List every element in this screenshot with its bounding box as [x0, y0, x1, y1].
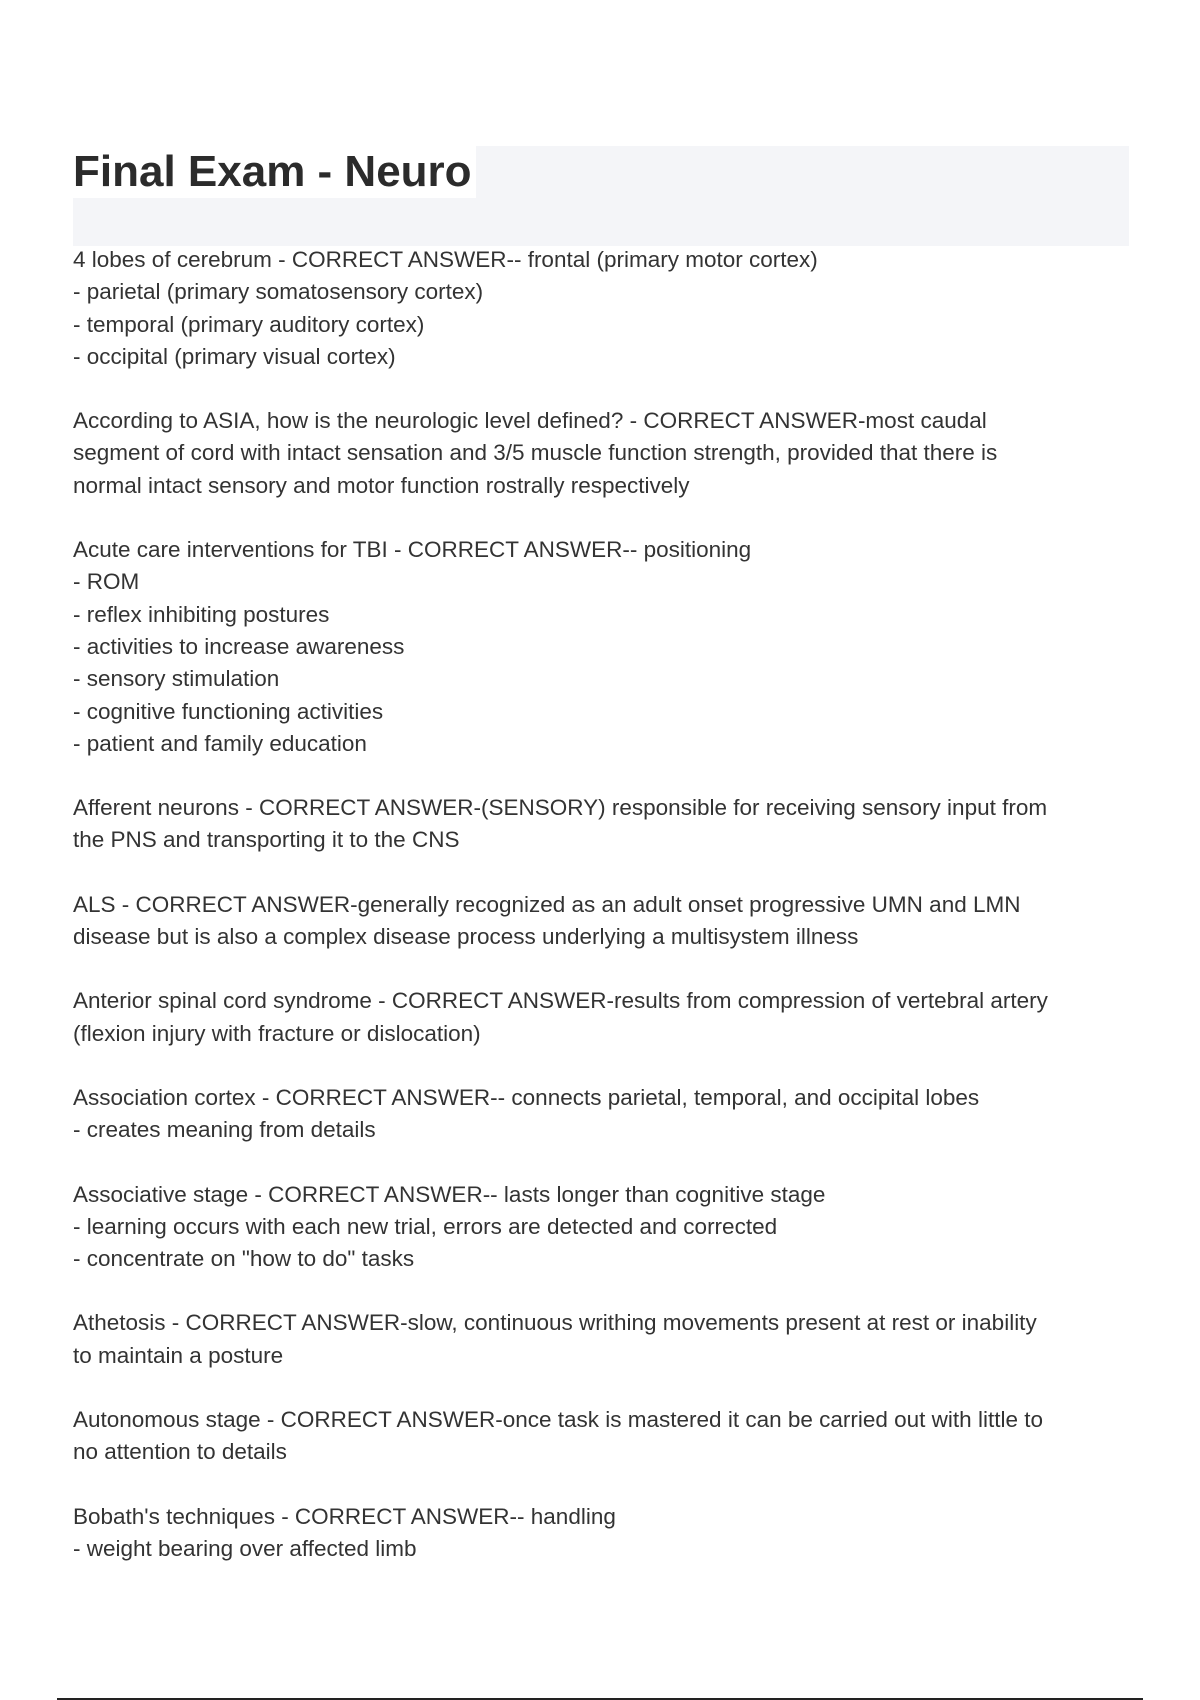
- entry-answer-line: segment of cord with intact sensation and 3/5 muscle function strength, provided that there is: [73, 440, 998, 466]
- entry-answer-line: to maintain a posture: [73, 1342, 284, 1368]
- entry-answer-line: - sensory stimulation: [73, 666, 280, 692]
- entry-question-line: Associative stage - CORRECT ANSWER-- lasts longer than cognitive stage: [73, 1181, 826, 1207]
- entry-question-line: Afferent neurons - CORRECT ANSWER-(SENSORY) responsible for receiving sensory input from: [73, 795, 1048, 821]
- flashcard-entry: [73, 1082, 1133, 1147]
- entry-answer-line: - activities to increase awareness: [73, 633, 405, 659]
- flashcard-entry: [73, 1404, 1133, 1469]
- flashcard-entry: [73, 792, 1133, 857]
- entry-question-line: Athetosis - CORRECT ANSWER-slow, continuous writhing movements present at rest or inability: [73, 1310, 1037, 1336]
- entry-question-line: According to ASIA, how is the neurologic level defined? - CORRECT ANSWER-most caudal: [73, 408, 987, 434]
- entry-answer-line: the PNS and transporting it to the CNS: [73, 827, 460, 853]
- entry-question-line: 4 lobes of cerebrum - CORRECT ANSWER-- frontal (primary motor cortex): [73, 247, 818, 272]
- flashcard-entry: [73, 1179, 1133, 1276]
- entry-question-line: Acute care interventions for TBI - CORRECT ANSWER-- positioning: [73, 537, 752, 563]
- entry-answer-line: - creates meaning from details: [73, 1117, 376, 1143]
- entry-question-line: Association cortex - CORRECT ANSWER-- connects parietal, temporal, and occipital lobes: [73, 1084, 980, 1110]
- flashcard-entry: [73, 244, 1133, 373]
- entry-answer-line: - cognitive functioning activities: [73, 698, 384, 724]
- title-box: [73, 146, 476, 198]
- entry-answer-line: normal intact sensory and motor function rostrally respectively: [73, 472, 690, 498]
- entry-answer-line: - occipital (primary visual cortex): [73, 343, 396, 369]
- flashcard-entry: [73, 1501, 1133, 1566]
- entry-answer-line: - patient and family education: [73, 730, 367, 756]
- entry-answer-line: - weight bearing over affected limb: [73, 1535, 417, 1561]
- entry-answer-line: - learning occurs with each new trial, errors are detected and corrected: [73, 1213, 778, 1239]
- entry-question-line: Autonomous stage - CORRECT ANSWER-once task is mastered it can be carried out with little to: [73, 1407, 1043, 1433]
- flashcard-entry: [73, 1307, 1133, 1372]
- entry-answer-line: - reflex inhibiting postures: [73, 601, 330, 627]
- flashcard-list: [73, 244, 1133, 1597]
- flashcard-entry: [73, 405, 1133, 502]
- flashcard-entry: [73, 889, 1133, 954]
- entry-question-line: Bobath's techniques - CORRECT ANSWER-- handling: [73, 1503, 616, 1529]
- entry-answer-line: - concentrate on "how to do" tasks: [73, 1246, 415, 1272]
- entry-answer-line: (flexion injury with fracture or dislocation): [73, 1020, 481, 1046]
- entry-answer-line: disease but is also a complex disease process underlying a multisystem illness: [73, 924, 859, 950]
- entry-answer-line: - temporal (primary auditory cortex): [73, 311, 425, 337]
- entry-question-line: Anterior spinal cord syndrome - CORRECT ANSWER-results from compression of vertebral artery: [73, 988, 1048, 1014]
- flashcard-entry: [73, 985, 1133, 1050]
- entry-answer-line: - ROM: [73, 569, 140, 595]
- flashcard-entry: [73, 534, 1133, 760]
- page-title: Final Exam - Neuro: [73, 147, 472, 196]
- entry-answer-line: - parietal (primary somatosensory cortex): [73, 279, 484, 305]
- entry-answer-line: no attention to details: [73, 1439, 287, 1465]
- entry-question-line: ALS - CORRECT ANSWER-generally recognized as an adult onset progressive UMN and LMN: [73, 891, 1021, 917]
